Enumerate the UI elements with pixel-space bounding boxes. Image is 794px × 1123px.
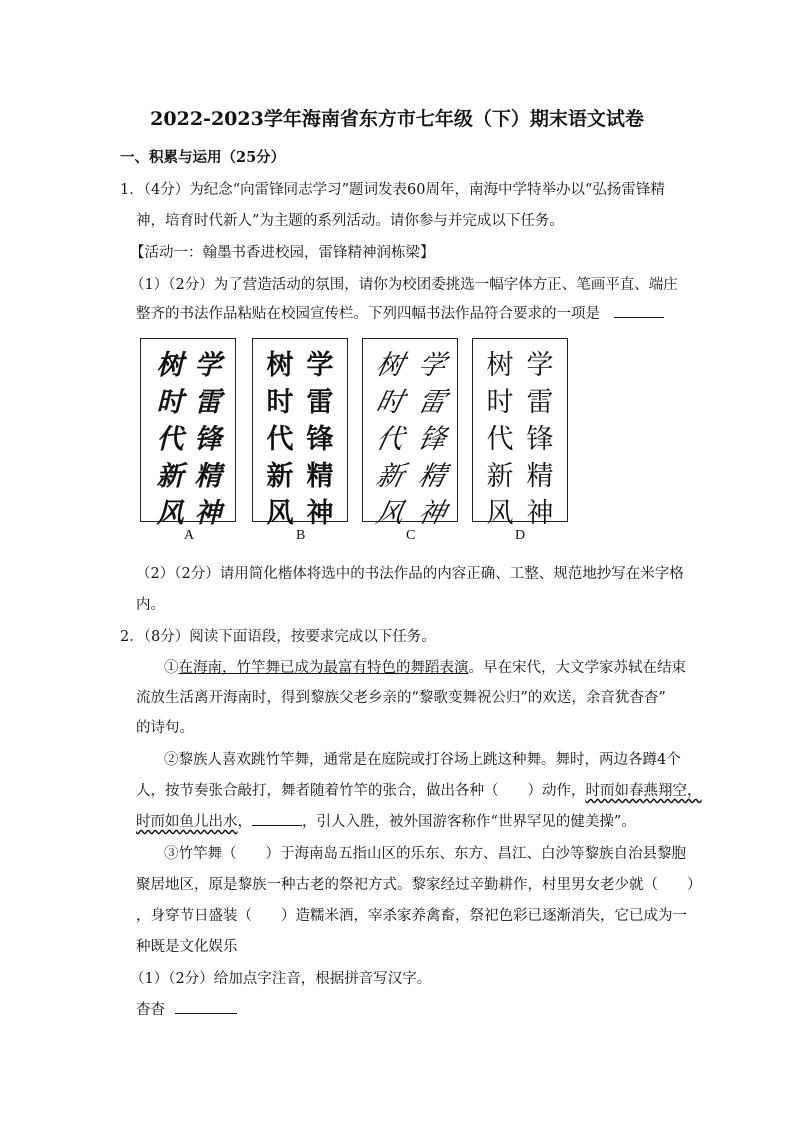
q1-line2: 神，培育时代新人”为主题的系列活动。请你参与并完成以下任务。 bbox=[136, 213, 564, 229]
exam-title: 2022-2023学年海南省东方市七年级（下）期末语文试卷 bbox=[150, 108, 644, 130]
q2-p3-line1: ③竹竿舞（ ）于海南岛五指山区的乐东、东方、昌江、白沙等黎族自治县黎胞 bbox=[164, 846, 686, 862]
char: 新 bbox=[373, 461, 407, 492]
char: 锋 bbox=[415, 424, 449, 455]
calligraphy-panel-a[interactable] bbox=[140, 338, 236, 529]
char: 代 bbox=[156, 424, 184, 455]
char: 精 bbox=[415, 461, 449, 492]
char: 精 bbox=[194, 461, 222, 492]
q1-sub2-line1: （2）（2分）请用简化楷体将选中的书法作品的内容正确、工整、规范地抄写在米字格 bbox=[136, 566, 684, 582]
char: 神 bbox=[306, 498, 334, 529]
char: 风 bbox=[156, 498, 184, 529]
char: 风 bbox=[373, 498, 407, 529]
q1-sub1-line2: 整齐的书法作品粘贴在校园宣传栏。下列四幅书法作品符合要求的一项是 bbox=[136, 302, 664, 323]
char: 树 bbox=[486, 350, 514, 381]
char: 学 bbox=[306, 350, 334, 381]
wavy-phrase: 时而如春燕翔空， bbox=[585, 783, 702, 799]
answer-blank[interactable] bbox=[252, 811, 302, 827]
q2-p2-line3: 时而如鱼儿出水， ，引人入胜，被外国游客称作“世界罕见的健美操”。 bbox=[136, 810, 636, 831]
char: 树 bbox=[373, 350, 407, 381]
char: 代 bbox=[373, 424, 407, 455]
char: 新 bbox=[266, 461, 294, 492]
char: 锋 bbox=[306, 424, 334, 455]
char: 树 bbox=[266, 350, 294, 381]
char: 风 bbox=[266, 498, 294, 529]
underlined-sentence: 在海南，竹竿舞已成为最富有特色的舞蹈表演 bbox=[178, 660, 469, 676]
char: 神 bbox=[194, 498, 222, 529]
char: 时 bbox=[373, 387, 407, 418]
char: 神 bbox=[526, 498, 554, 529]
char: 树 bbox=[156, 350, 184, 381]
char: 学 bbox=[415, 350, 449, 381]
char: 时 bbox=[156, 387, 184, 418]
char: 新 bbox=[486, 461, 514, 492]
panel-label-d: D bbox=[515, 528, 526, 543]
char: 雷 bbox=[415, 387, 449, 418]
char: 锋 bbox=[526, 424, 554, 455]
char: 雷 bbox=[526, 387, 554, 418]
q2-p1-line2: 流放生活离开海南时，得到黎族父老乡亲的“黎歌变舞祝公归”的欢送，余音犹杳杳” bbox=[136, 690, 666, 706]
panel-label-a: A bbox=[184, 528, 195, 543]
char: 精 bbox=[306, 461, 334, 492]
char: 风 bbox=[486, 498, 514, 529]
char: 雷 bbox=[194, 387, 222, 418]
q2-p2-line2: 人，按节奏张合敲打，舞者随着竹竿的张合，做出各种（ ）动作，时而如春燕翔空， bbox=[136, 783, 702, 799]
panel-label-b: B bbox=[296, 528, 306, 543]
char: 代 bbox=[266, 424, 294, 455]
char: 学 bbox=[526, 350, 554, 381]
q2-p1-line1: ①在海南，竹竿舞已成为最富有特色的舞蹈表演。早在宋代，大文学家苏轼在结束 bbox=[164, 660, 686, 676]
char: 学 bbox=[194, 350, 222, 381]
char: 代 bbox=[486, 424, 514, 455]
q2-p1-line3: 的诗句。 bbox=[136, 720, 194, 736]
q1-sub2-line2: 内。 bbox=[136, 597, 165, 613]
q1-line1: 1．（4分）为纪念“向雷锋同志学习”题词发表60周年，南海中学特举办以“弘扬雷锋精 bbox=[120, 182, 665, 198]
calligraphy-panel-c[interactable] bbox=[362, 338, 458, 529]
q2-p3-line4: 种既是文化娱乐 bbox=[136, 939, 238, 955]
answer-blank[interactable] bbox=[614, 303, 664, 319]
char: 锋 bbox=[194, 424, 222, 455]
char: 雷 bbox=[306, 387, 334, 418]
char: 时 bbox=[266, 387, 294, 418]
char: 新 bbox=[156, 461, 184, 492]
calligraphy-panel-d[interactable] bbox=[472, 338, 568, 529]
q1-sub1-line1: （1）（2分）为了营造活动的氛围，请你为校团委挑选一幅字体方正、笔画平直、端庄 bbox=[130, 277, 678, 293]
char: 精 bbox=[526, 461, 554, 492]
q2-p2-line1: ②黎族人喜欢跳竹竿舞，通常是在庭院或打谷场上跳这种舞。舞时，两边各蹲4个 bbox=[164, 752, 681, 768]
pinyin-item: 杳杳 bbox=[136, 998, 237, 1019]
wavy-phrase: 时而如鱼儿出水 bbox=[136, 814, 238, 830]
q2-intro: 2．（8分）阅读下面语段，按要求完成以下任务。 bbox=[120, 629, 436, 645]
q2-p3-line3: ，身穿节日盛装（ ）造糯米酒，宰杀家养禽畜，祭祀色彩已逐渐消失，它已成为一 bbox=[136, 908, 687, 924]
char: 神 bbox=[415, 498, 449, 529]
activity-heading: 【活动一：翰墨书香进校园，雷锋精神润栋梁】 bbox=[130, 245, 435, 261]
char: 时 bbox=[486, 387, 514, 418]
answer-blank[interactable] bbox=[175, 999, 237, 1015]
q2-sub1: （1）（2分）给加点字注音，根据拼音写汉字。 bbox=[130, 971, 432, 987]
panel-label-c: C bbox=[406, 528, 416, 543]
q2-p3-line2: 聚居地区，原是黎族一种古老的祭祀方式。黎家经过辛勤耕作，村里男女老少就（ ） bbox=[136, 877, 702, 893]
section-heading: 一、积累与运用（25分） bbox=[120, 149, 286, 166]
calligraphy-panel-b[interactable] bbox=[252, 338, 348, 529]
